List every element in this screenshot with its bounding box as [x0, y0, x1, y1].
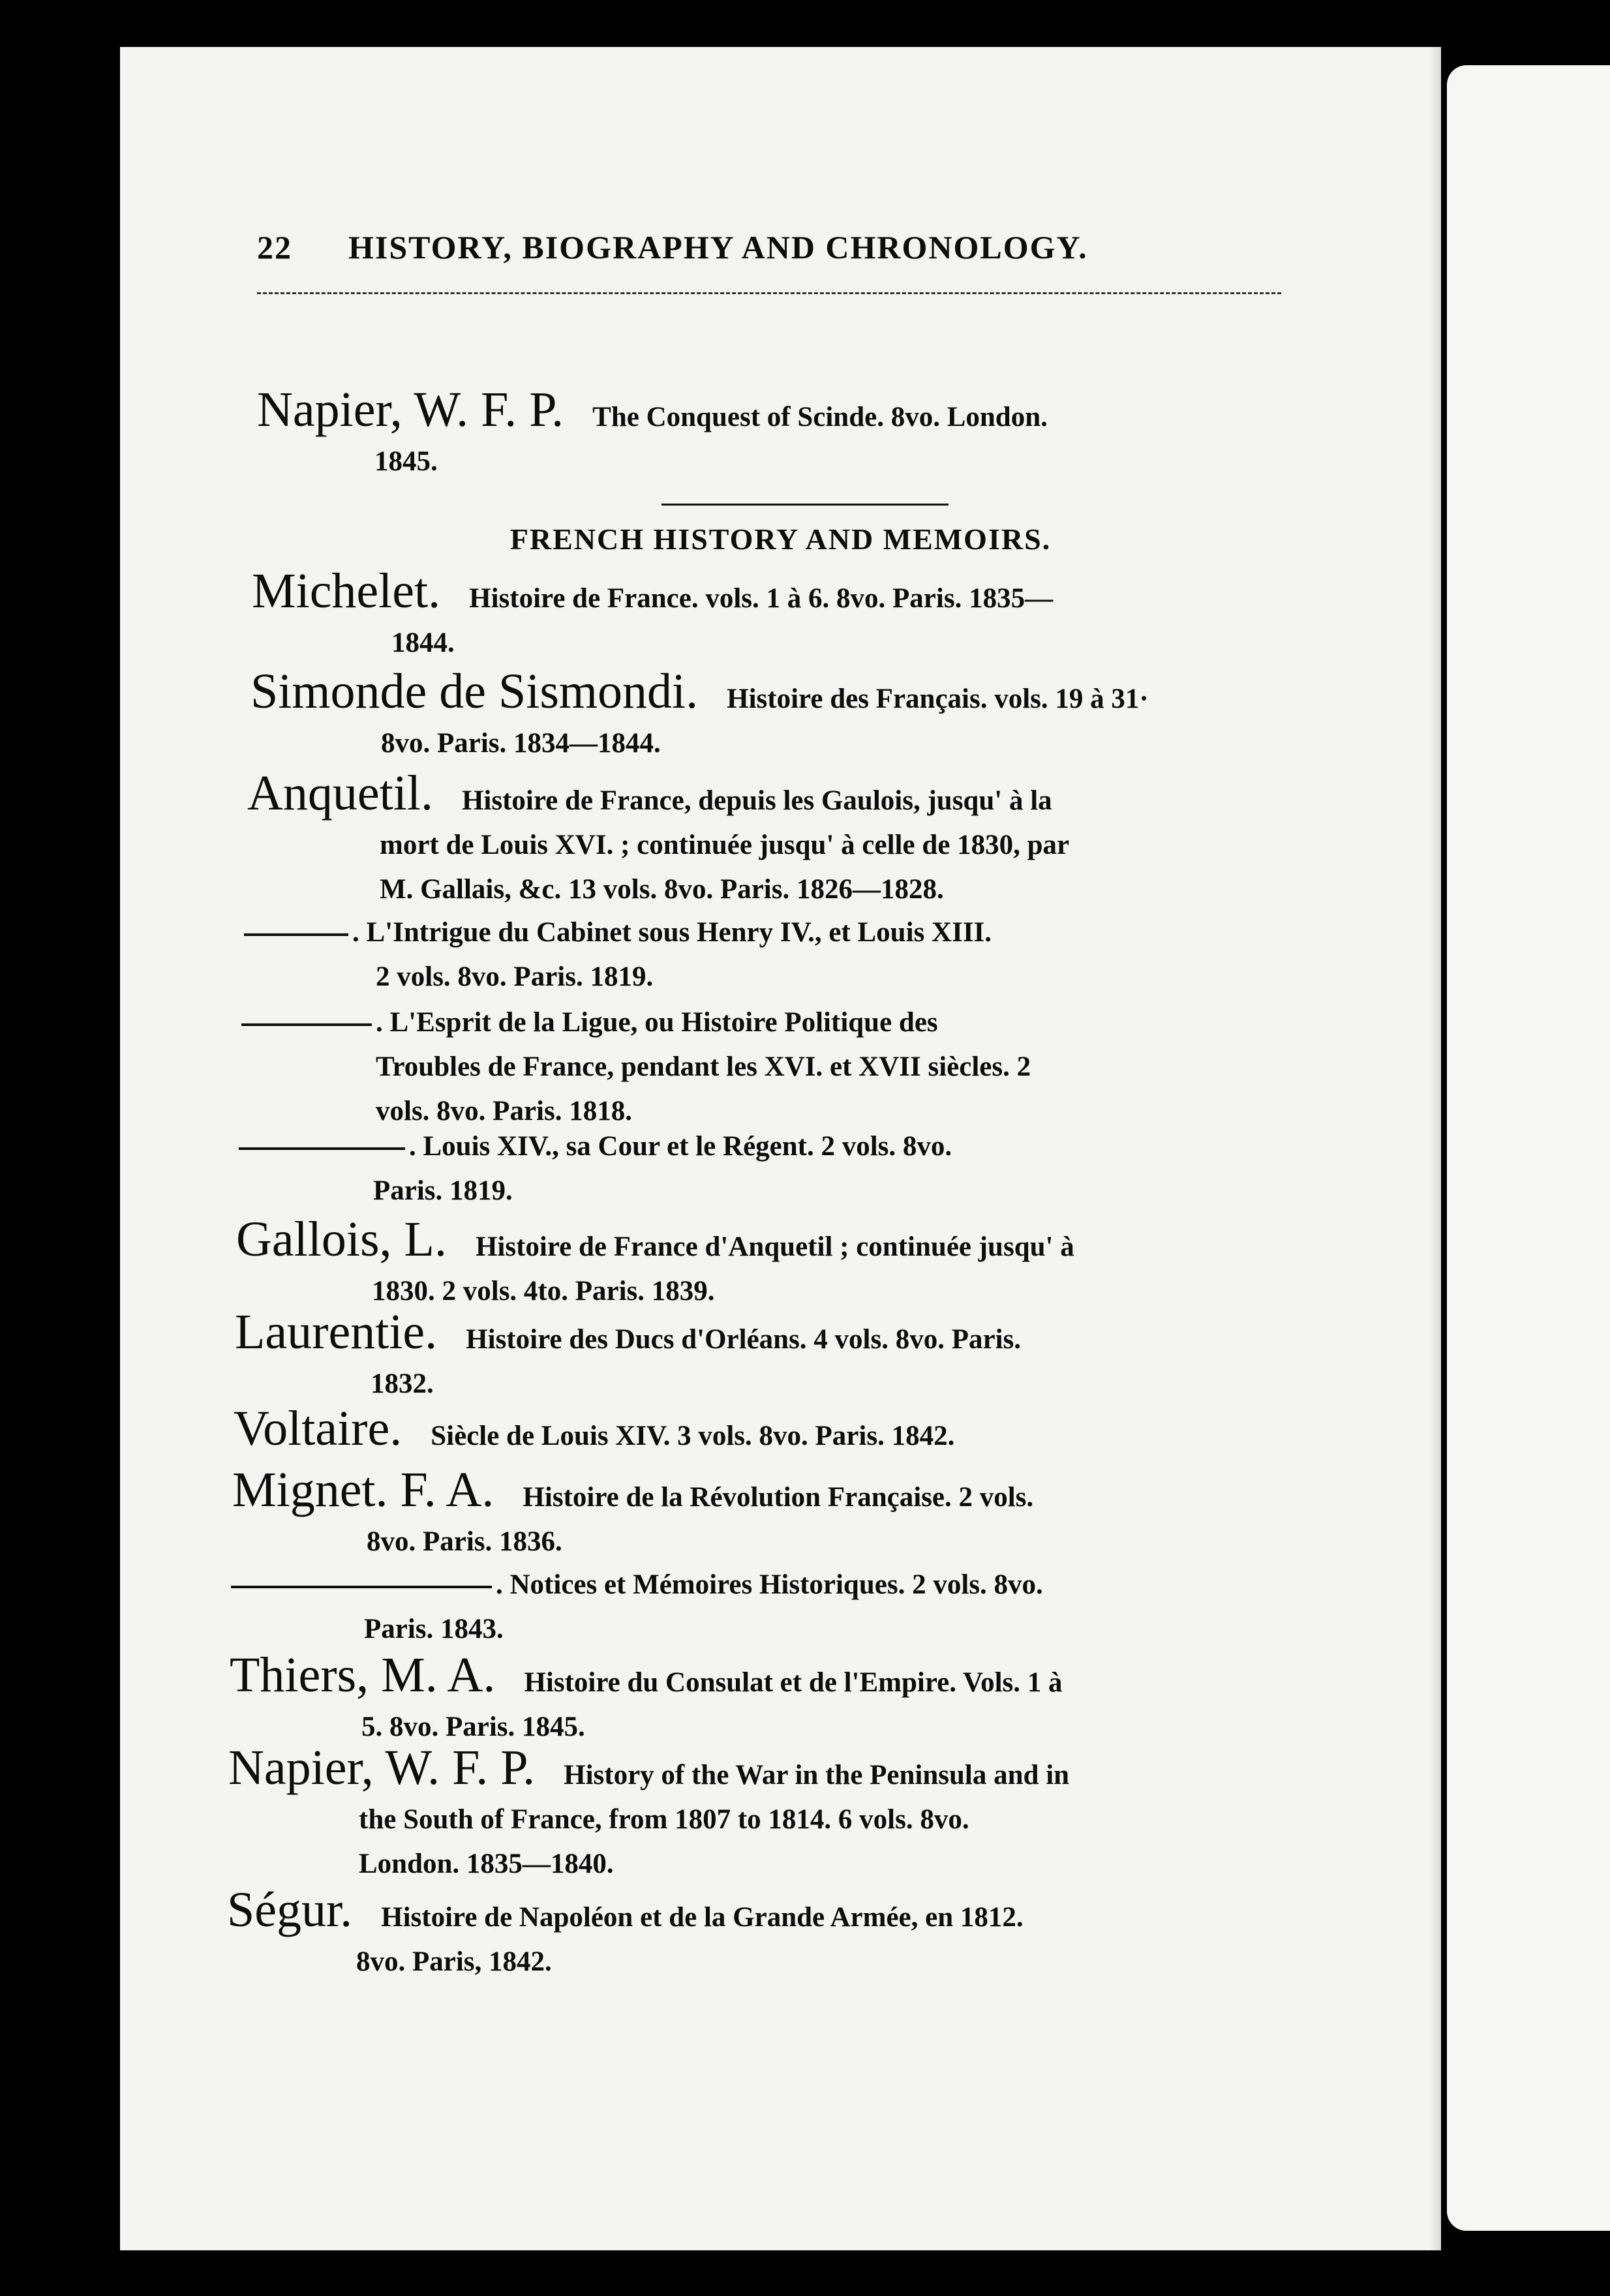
entry-text-line: Histoire de France, depuis les Gaulois, jusqu' à la: [461, 785, 1052, 816]
entry-text-line: 1844.: [391, 627, 455, 658]
entry-text-line: 1832.: [371, 1368, 434, 1399]
entry-text-line: Histoire de France d'Anquetil ; continuée jusqu' à: [475, 1231, 1074, 1262]
entry-text-line: 1845.: [374, 446, 438, 477]
bibliography-entry: [120, 1462, 1262, 1564]
entry-text-line: Histoire des Ducs d'Orléans. 4 vols. 8vo. Paris.: [466, 1324, 1022, 1355]
entry-text-line: Siècle de Louis XIV. 3 vols. 8vo. Paris. 1842.: [431, 1421, 955, 1451]
entry-text-line: Histoire des Français. vols. 19 à 31·: [727, 684, 1149, 714]
entry-text-line: History of the War in the Peninsula and in: [564, 1760, 1070, 1790]
running-head: [257, 228, 1301, 266]
entry-author: Ségur.: [227, 1882, 353, 1937]
entry-author: Mignet. F. A.: [232, 1462, 494, 1517]
entry-author: Thiers, M. A.: [230, 1648, 496, 1702]
bibliography-entry: [120, 1563, 1262, 1652]
entry-text-line: . Louis XIV., sa Cour et le Régent. 2 vols. 8vo.: [409, 1131, 952, 1162]
entry-text-line: Histoire du Consulat et de l'Empire. Vols. 1 à: [524, 1667, 1063, 1698]
bibliography-entry: [120, 664, 1262, 766]
bibliography-entry: [120, 1125, 1262, 1213]
bibliography-entry: [120, 382, 1262, 484]
page-number: 22: [257, 229, 292, 265]
entry-text-line: . L'Intrigue du Cabinet sous Henry IV., et Louis XIII.: [352, 917, 992, 948]
entry-text-line: vols. 8vo. Paris. 1818.: [376, 1096, 632, 1126]
entry-author: Anquetil.: [247, 766, 433, 821]
bibliography-entry: [120, 1001, 1262, 1134]
entry-author: Michelet.: [252, 564, 441, 618]
entry-text-line: London. 1835—1840.: [359, 1849, 614, 1879]
ditto-dash: [239, 1147, 405, 1150]
entry-author: Laurentie.: [235, 1305, 438, 1359]
entry-text-line: The Conquest of Scinde. 8vo. London.: [592, 402, 1048, 432]
page-title: HISTORY, BIOGRAPHY AND CHRONOLOGY.: [348, 229, 1088, 265]
entry-text-line: M. Gallais, &c. 13 vols. 8vo. Paris. 1826—1828.: [380, 874, 944, 905]
book-page: [120, 47, 1441, 2250]
bibliography-entry: [120, 1882, 1262, 1984]
facing-page-edge: [1447, 65, 1610, 2231]
entry-author: Voltaire.: [234, 1401, 402, 1456]
ditto-dash: [231, 1586, 492, 1588]
entry-text-line: Troubles de France, pendant les XVI. et XVII siècles. 2: [376, 1051, 1031, 1082]
entry-author: Napier, W. F. P.: [228, 1740, 536, 1795]
bibliography-entry: [120, 1401, 1262, 1458]
entry-text-line: the South of France, from 1807 to 1814. 6 vols. 8vo.: [359, 1804, 969, 1835]
entry-author: Gallois, L.: [236, 1212, 447, 1267]
section-title: FRENCH HISTORY AND MEMOIRS.: [509, 522, 1052, 556]
entry-text-line: Histoire de Napoléon et de la Grande Armée, en 1812.: [381, 1902, 1024, 1933]
entry-text-line: Paris. 1819.: [373, 1175, 513, 1206]
entry-text-line: 8vo. Paris, 1842.: [356, 1946, 552, 1977]
bibliography-entry: [120, 564, 1262, 665]
entry-text-line: 1830. 2 vols. 4to. Paris. 1839.: [372, 1276, 715, 1307]
entry-text-line: Histoire de la Révolution Française. 2 vols.: [523, 1482, 1034, 1513]
entry-text-line: Histoire de France. vols. 1 à 6. 8vo. Paris. 1835—: [469, 583, 1054, 614]
entry-text-line: 8vo. Paris. 1834—1844.: [381, 728, 661, 759]
entry-text-line: mort de Louis XVI. ; continuée jusqu' à celle de 1830, par: [380, 830, 1070, 860]
bibliography-entry: [120, 911, 1262, 999]
bibliography-entry: [120, 1648, 1262, 1749]
entry-author: Simonde de Sismondi.: [251, 664, 699, 719]
bibliography-entry: [120, 766, 1262, 912]
section-divider: [661, 504, 949, 506]
ditto-dash: [241, 1023, 372, 1026]
header-divider: [257, 292, 1281, 294]
bibliography-entry: [120, 1740, 1262, 1886]
bibliography-entry: [120, 1305, 1262, 1406]
entry-text-line: 8vo. Paris. 1836.: [367, 1526, 562, 1557]
entry-text-line: . L'Esprit de la Ligue, ou Histoire Politique des: [376, 1007, 938, 1038]
bibliography-entry: [120, 1212, 1262, 1314]
entry-text-line: Paris. 1843.: [364, 1614, 504, 1644]
ditto-dash: [244, 933, 348, 936]
entry-text-line: 2 vols. 8vo. Paris. 1819.: [376, 961, 654, 992]
entry-author: Napier, W. F. P.: [257, 382, 564, 437]
entry-text-line: 5. 8vo. Paris. 1845.: [361, 1712, 585, 1742]
entry-text-line: . Notices et Mémoires Historiques. 2 vols. 8vo.: [496, 1569, 1043, 1600]
